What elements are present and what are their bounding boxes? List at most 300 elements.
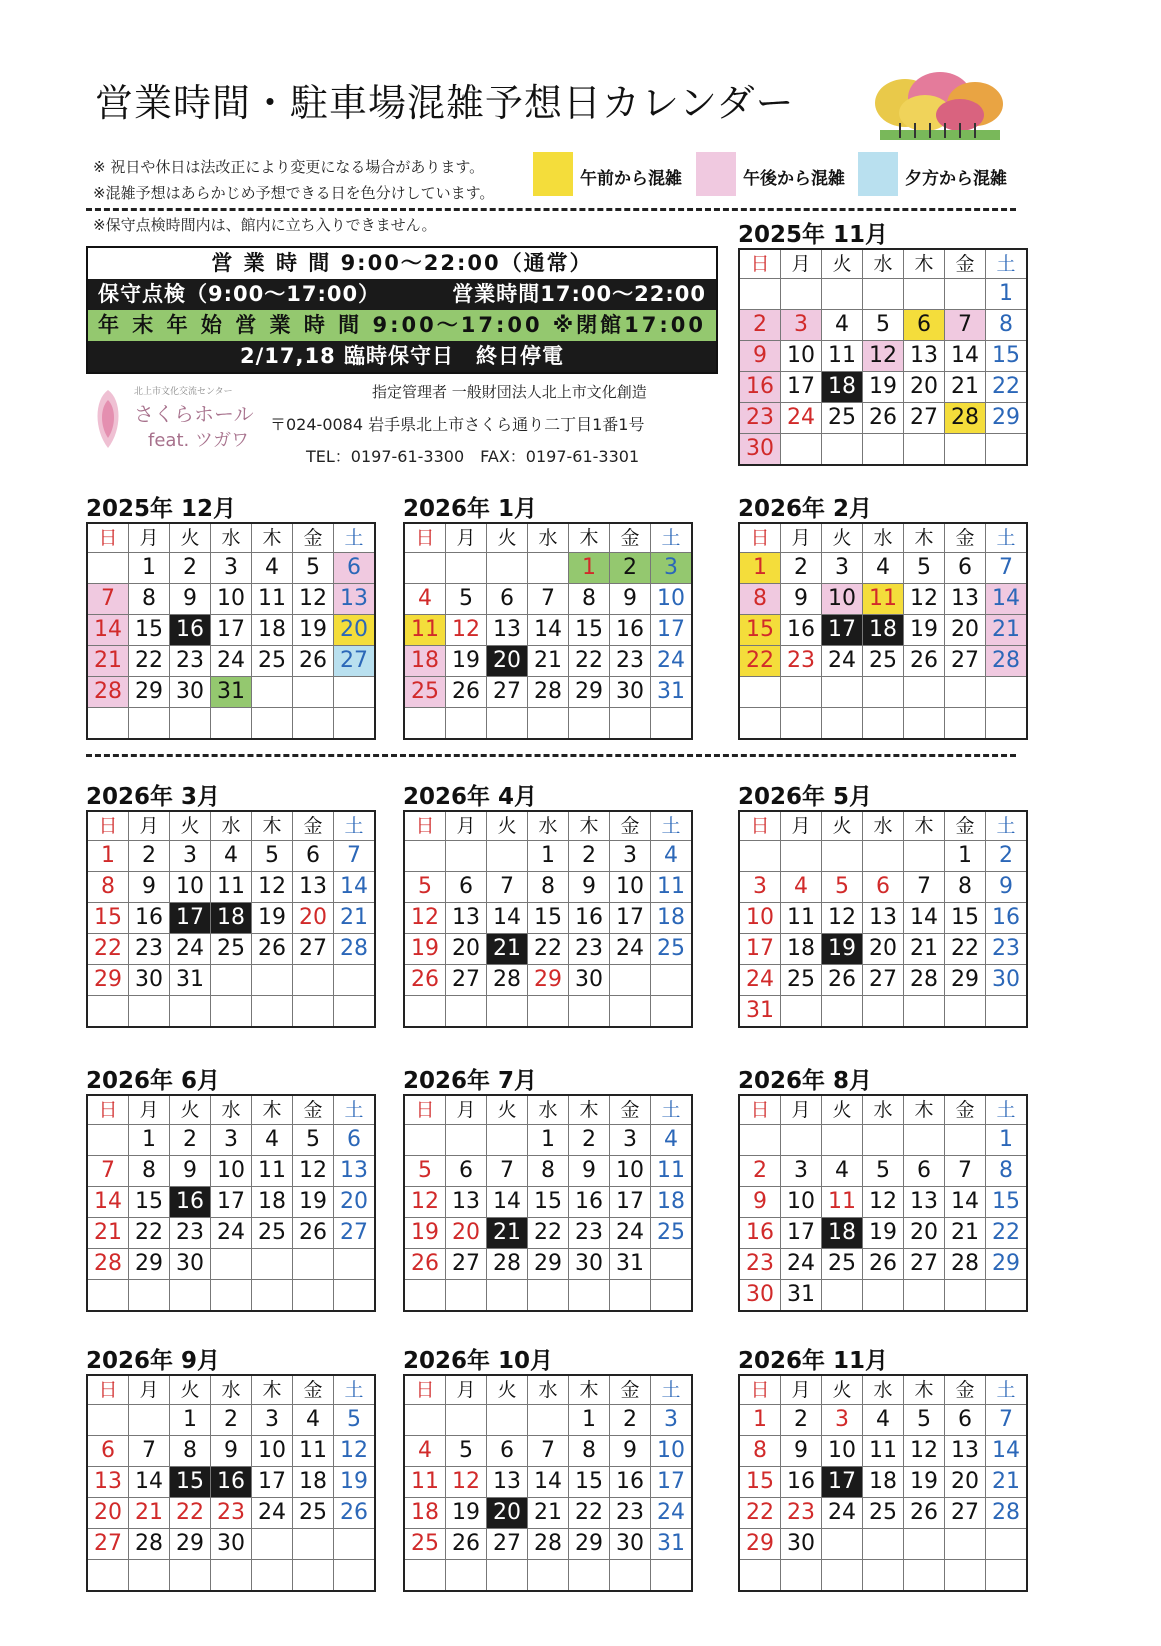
day-cell: 7 <box>487 872 528 903</box>
weekday-header: 木 <box>252 1095 293 1125</box>
logo-sub-text: feat. ツガワ <box>148 430 249 451</box>
week-row <box>739 341 1027 372</box>
hours-maintenance-open: 営業時間17:00〜22:00 <box>452 282 706 306</box>
day-cell: 30 <box>129 965 170 996</box>
day-cell: 31 <box>651 677 693 708</box>
empty-cell <box>129 1280 170 1312</box>
weekday-header: 金 <box>293 811 334 841</box>
day-cell: 16 <box>569 1187 610 1218</box>
day-cell: 24 <box>170 934 211 965</box>
day-cell: 7 <box>986 1405 1028 1436</box>
empty-cell <box>945 434 986 466</box>
day-cell: 15 <box>528 903 569 934</box>
day-cell: 25 <box>252 1218 293 1249</box>
day-cell: 9 <box>781 584 822 615</box>
weekday-header: 日 <box>87 1095 129 1125</box>
day-cell: 2 <box>569 841 610 872</box>
day-cell: 1 <box>569 1405 610 1436</box>
day-cell: 12 <box>863 1187 904 1218</box>
weekday-header: 月 <box>781 1375 822 1405</box>
week-row <box>87 996 375 1028</box>
week-row <box>739 310 1027 341</box>
day-cell: 8 <box>129 584 170 615</box>
empty-cell <box>211 708 252 740</box>
month-calendar <box>738 1094 1028 1312</box>
day-cell: 2 <box>569 1125 610 1156</box>
weekday-header: 火 <box>822 811 863 841</box>
day-cell: 15 <box>129 1187 170 1218</box>
day-cell: 26 <box>822 965 863 996</box>
day-cell: 22 <box>569 646 610 677</box>
weekday-header: 火 <box>487 1375 528 1405</box>
empty-cell <box>904 841 945 872</box>
day-cell: 23 <box>610 646 651 677</box>
day-cell: 9 <box>986 872 1028 903</box>
day-cell: 15 <box>528 1187 569 1218</box>
empty-cell <box>569 1280 610 1312</box>
manager-text: 指定管理者 一般財団法人北上市文化創造 <box>372 383 647 401</box>
empty-cell <box>334 1249 376 1280</box>
day-cell: 20 <box>87 1498 129 1529</box>
day-cell: 7 <box>986 553 1028 584</box>
empty-cell <box>822 1280 863 1312</box>
day-cell: 1 <box>986 279 1028 310</box>
empty-cell <box>945 677 986 708</box>
day-cell: 1 <box>528 841 569 872</box>
weekday-header: 金 <box>610 523 651 553</box>
day-cell: 29 <box>945 965 986 996</box>
empty-cell <box>334 965 376 996</box>
week-row <box>739 996 1027 1028</box>
empty-cell <box>252 1529 293 1560</box>
day-cell: 26 <box>863 403 904 434</box>
day-cell: 24 <box>252 1498 293 1529</box>
empty-cell <box>945 1280 986 1312</box>
day-cell: 11 <box>863 1436 904 1467</box>
day-cell: 19 <box>904 1467 945 1498</box>
hours-maintenance-row <box>88 279 716 310</box>
empty-cell <box>487 708 528 740</box>
day-cell: 21 <box>87 1218 129 1249</box>
day-cell: 13 <box>487 615 528 646</box>
day-cell: 15 <box>129 615 170 646</box>
day-cell: 11 <box>404 615 446 646</box>
week-row <box>87 1498 375 1529</box>
day-cell: 7 <box>528 584 569 615</box>
month-calendar <box>738 248 1028 466</box>
day-cell: 5 <box>904 553 945 584</box>
day-cell: 13 <box>904 1187 945 1218</box>
empty-cell <box>863 1280 904 1312</box>
weekday-header: 土 <box>651 811 693 841</box>
day-cell: 11 <box>211 872 252 903</box>
day-cell: 22 <box>739 1498 781 1529</box>
weekday-header: 金 <box>945 811 986 841</box>
day-cell: 15 <box>569 615 610 646</box>
weekday-header: 水 <box>863 249 904 279</box>
week-row <box>87 646 375 677</box>
day-cell: 20 <box>904 1218 945 1249</box>
day-cell: 19 <box>863 372 904 403</box>
day-cell: 9 <box>739 1187 781 1218</box>
empty-cell <box>651 1560 693 1592</box>
week-row <box>87 1156 375 1187</box>
empty-cell <box>487 841 528 872</box>
weekday-header: 日 <box>87 1375 129 1405</box>
week-row <box>87 1218 375 1249</box>
day-cell: 4 <box>651 1125 693 1156</box>
day-cell: 14 <box>129 1467 170 1498</box>
weekday-header: 金 <box>945 1375 986 1405</box>
empty-cell <box>863 434 904 466</box>
day-cell: 10 <box>610 872 651 903</box>
weekday-header: 水 <box>528 1095 569 1125</box>
day-cell: 29 <box>528 1249 569 1280</box>
day-cell: 13 <box>334 584 376 615</box>
day-cell: 13 <box>87 1467 129 1498</box>
weekday-header: 日 <box>404 523 446 553</box>
day-cell: 11 <box>651 872 693 903</box>
day-cell: 21 <box>528 1498 569 1529</box>
weekday-header: 火 <box>822 1095 863 1125</box>
day-cell: 28 <box>334 934 376 965</box>
day-cell: 2 <box>129 841 170 872</box>
day-cell: 22 <box>528 1218 569 1249</box>
contact-text: TEL：0197-61-3300 FAX：0197-61-3301 <box>306 447 640 466</box>
empty-cell <box>651 1249 693 1280</box>
week-row <box>404 1280 692 1312</box>
day-cell: 2 <box>781 1405 822 1436</box>
day-cell: 7 <box>487 1156 528 1187</box>
day-cell: 20 <box>945 615 986 646</box>
day-cell: 4 <box>822 1156 863 1187</box>
note-maintenance: ※保守点検時間内は、館内に立ち入りできません。 <box>93 216 437 234</box>
empty-cell <box>986 708 1028 740</box>
day-cell: 23 <box>569 934 610 965</box>
empty-cell <box>334 1560 376 1592</box>
day-cell: 28 <box>945 403 986 434</box>
day-cell: 12 <box>404 903 446 934</box>
week-row <box>404 872 692 903</box>
weekday-header: 金 <box>293 1375 334 1405</box>
empty-cell <box>252 1249 293 1280</box>
weekday-header: 日 <box>404 1375 446 1405</box>
weekday-header: 火 <box>822 249 863 279</box>
day-cell: 30 <box>610 1529 651 1560</box>
week-row <box>404 1187 692 1218</box>
day-cell: 21 <box>487 934 528 965</box>
day-cell: 15 <box>569 1467 610 1498</box>
day-cell: 8 <box>986 310 1028 341</box>
empty-cell <box>781 279 822 310</box>
day-cell: 19 <box>904 615 945 646</box>
weekday-header: 月 <box>446 1375 487 1405</box>
day-cell: 30 <box>986 965 1028 996</box>
day-cell: 15 <box>739 615 781 646</box>
empty-cell <box>904 1125 945 1156</box>
weekday-header: 水 <box>863 1375 904 1405</box>
day-cell: 20 <box>863 934 904 965</box>
hours-newyear: 年 末 年 始 営 業 時 間 9:00〜17:00 <box>98 313 543 337</box>
day-cell: 14 <box>528 1467 569 1498</box>
day-cell: 6 <box>863 872 904 903</box>
week-row <box>739 1560 1027 1592</box>
hours-newyear-close: ※閉館17:00 <box>552 313 706 337</box>
weekday-header: 土 <box>986 811 1028 841</box>
sakura-hall-logo <box>88 384 258 456</box>
day-cell: 26 <box>446 677 487 708</box>
empty-cell <box>487 1405 528 1436</box>
day-cell: 7 <box>129 1436 170 1467</box>
day-cell: 13 <box>334 1156 376 1187</box>
empty-cell <box>404 1560 446 1592</box>
day-cell: 4 <box>781 872 822 903</box>
week-row <box>739 1125 1027 1156</box>
day-cell: 28 <box>487 1249 528 1280</box>
day-cell: 27 <box>904 1249 945 1280</box>
week-row <box>739 872 1027 903</box>
day-cell: 23 <box>739 403 781 434</box>
day-cell: 30 <box>781 1529 822 1560</box>
week-row <box>87 934 375 965</box>
weekday-header: 火 <box>487 523 528 553</box>
week-row <box>404 965 692 996</box>
day-cell: 31 <box>610 1249 651 1280</box>
day-cell: 19 <box>252 903 293 934</box>
empty-cell <box>487 1125 528 1156</box>
day-cell: 28 <box>87 677 129 708</box>
empty-cell <box>904 996 945 1028</box>
empty-cell <box>945 1529 986 1560</box>
week-row <box>739 434 1027 466</box>
day-cell: 12 <box>446 615 487 646</box>
day-cell: 19 <box>404 1218 446 1249</box>
day-cell: 8 <box>569 1436 610 1467</box>
empty-cell <box>404 1280 446 1312</box>
weekday-header: 木 <box>252 811 293 841</box>
day-cell: 8 <box>87 872 129 903</box>
week-row <box>404 1405 692 1436</box>
week-row <box>404 584 692 615</box>
day-cell: 27 <box>487 677 528 708</box>
week-row <box>404 615 692 646</box>
day-cell: 21 <box>986 615 1028 646</box>
day-cell: 15 <box>739 1467 781 1498</box>
day-cell: 10 <box>211 1156 252 1187</box>
empty-cell <box>651 965 693 996</box>
day-cell: 6 <box>904 1156 945 1187</box>
empty-cell <box>863 1529 904 1560</box>
empty-cell <box>87 1560 129 1592</box>
day-cell: 6 <box>334 1125 376 1156</box>
address-text: 〒024-0084 岩手県北上市さくら通り二丁目1番1号 <box>270 415 645 434</box>
empty-cell <box>487 996 528 1028</box>
day-cell: 28 <box>986 1498 1028 1529</box>
day-cell: 31 <box>170 965 211 996</box>
hours-newyear-row <box>88 310 716 341</box>
day-cell: 26 <box>404 965 446 996</box>
empty-cell <box>739 841 781 872</box>
day-cell: 4 <box>822 310 863 341</box>
weekday-header: 日 <box>739 249 781 279</box>
day-cell: 30 <box>569 1249 610 1280</box>
day-cell: 4 <box>404 1436 446 1467</box>
week-row <box>404 1467 692 1498</box>
day-cell: 31 <box>739 996 781 1028</box>
logo-small-text: 北上市文化交流センター <box>134 387 233 397</box>
empty-cell <box>446 1280 487 1312</box>
day-cell: 17 <box>610 1187 651 1218</box>
day-cell: 14 <box>334 872 376 903</box>
weekday-header: 金 <box>293 523 334 553</box>
weekday-header: 月 <box>129 523 170 553</box>
day-cell: 10 <box>651 1436 693 1467</box>
weekday-header: 土 <box>334 811 376 841</box>
day-cell: 14 <box>487 903 528 934</box>
week-row <box>404 1218 692 1249</box>
empty-cell <box>610 1560 651 1592</box>
empty-cell <box>334 677 376 708</box>
legend-swatch-ev <box>858 152 898 196</box>
empty-cell <box>651 996 693 1028</box>
day-cell: 5 <box>904 1405 945 1436</box>
day-cell: 18 <box>863 1467 904 1498</box>
day-cell: 22 <box>986 1218 1028 1249</box>
empty-cell <box>446 1125 487 1156</box>
day-cell: 2 <box>170 1125 211 1156</box>
empty-cell <box>170 1560 211 1592</box>
weekday-header-row <box>87 811 375 841</box>
day-cell: 16 <box>170 615 211 646</box>
day-cell: 28 <box>986 646 1028 677</box>
empty-cell <box>252 708 293 740</box>
empty-cell <box>945 996 986 1028</box>
day-cell: 27 <box>487 1529 528 1560</box>
empty-cell <box>904 1560 945 1592</box>
week-row <box>87 708 375 740</box>
day-cell: 10 <box>781 1187 822 1218</box>
day-cell: 24 <box>651 1498 693 1529</box>
empty-cell <box>211 1280 252 1312</box>
day-cell: 17 <box>211 615 252 646</box>
month-calendar <box>403 522 693 740</box>
empty-cell <box>904 1529 945 1560</box>
day-cell: 1 <box>945 841 986 872</box>
weekday-header: 木 <box>252 523 293 553</box>
day-cell: 13 <box>293 872 334 903</box>
weekday-header: 日 <box>87 523 129 553</box>
day-cell: 26 <box>904 1498 945 1529</box>
week-row <box>404 1249 692 1280</box>
empty-cell <box>986 1529 1028 1560</box>
empty-cell <box>822 841 863 872</box>
day-cell: 3 <box>651 553 693 584</box>
empty-cell <box>904 434 945 466</box>
day-cell: 18 <box>293 1467 334 1498</box>
day-cell: 13 <box>863 903 904 934</box>
empty-cell <box>252 677 293 708</box>
day-cell: 21 <box>487 1218 528 1249</box>
day-cell: 29 <box>569 1529 610 1560</box>
weekday-header: 土 <box>986 523 1028 553</box>
week-row <box>739 1280 1027 1312</box>
weekday-header-row <box>87 1095 375 1125</box>
day-cell: 16 <box>986 903 1028 934</box>
day-cell: 24 <box>781 1249 822 1280</box>
empty-cell <box>129 1560 170 1592</box>
day-cell: 25 <box>404 1529 446 1560</box>
day-cell: 17 <box>822 615 863 646</box>
day-cell: 3 <box>781 1156 822 1187</box>
legend-label-pm: 午後から混雑 <box>743 169 845 189</box>
day-cell: 4 <box>863 553 904 584</box>
day-cell: 12 <box>904 584 945 615</box>
day-cell: 6 <box>904 310 945 341</box>
day-cell: 28 <box>129 1529 170 1560</box>
week-row <box>739 1498 1027 1529</box>
empty-cell <box>293 677 334 708</box>
day-cell: 23 <box>739 1249 781 1280</box>
day-cell: 16 <box>211 1467 252 1498</box>
week-row <box>739 1249 1027 1280</box>
day-cell: 21 <box>129 1498 170 1529</box>
empty-cell <box>863 1125 904 1156</box>
empty-cell <box>781 708 822 740</box>
empty-cell <box>293 1529 334 1560</box>
weekday-header: 木 <box>904 1095 945 1125</box>
day-cell: 17 <box>651 1467 693 1498</box>
weekday-header: 月 <box>129 1095 170 1125</box>
day-cell: 6 <box>487 1436 528 1467</box>
week-row <box>87 677 375 708</box>
weekday-header: 土 <box>986 249 1028 279</box>
week-row <box>739 403 1027 434</box>
empty-cell <box>904 677 945 708</box>
day-cell: 8 <box>528 1156 569 1187</box>
day-cell: 16 <box>569 903 610 934</box>
weekday-header: 水 <box>211 523 252 553</box>
day-cell: 5 <box>822 872 863 903</box>
month-calendar <box>403 810 693 1028</box>
day-cell: 15 <box>945 903 986 934</box>
empty-cell <box>211 996 252 1028</box>
day-cell: 5 <box>863 310 904 341</box>
weekday-header: 日 <box>87 811 129 841</box>
day-cell: 26 <box>863 1249 904 1280</box>
weekday-header: 水 <box>863 523 904 553</box>
day-cell: 4 <box>252 1125 293 1156</box>
day-cell: 25 <box>293 1498 334 1529</box>
day-cell: 4 <box>211 841 252 872</box>
day-cell: 2 <box>211 1405 252 1436</box>
month-calendar <box>86 810 376 1028</box>
day-cell: 14 <box>487 1187 528 1218</box>
empty-cell <box>986 1560 1028 1592</box>
empty-cell <box>822 434 863 466</box>
day-cell: 31 <box>781 1280 822 1312</box>
day-cell: 17 <box>781 1218 822 1249</box>
weekday-header: 月 <box>781 523 822 553</box>
empty-cell <box>87 1405 129 1436</box>
empty-cell <box>446 553 487 584</box>
day-cell: 14 <box>986 584 1028 615</box>
weekday-header: 月 <box>129 811 170 841</box>
day-cell: 7 <box>528 1436 569 1467</box>
empty-cell <box>87 708 129 740</box>
weekday-header-row <box>404 523 692 553</box>
week-row <box>87 584 375 615</box>
empty-cell <box>986 1280 1028 1312</box>
